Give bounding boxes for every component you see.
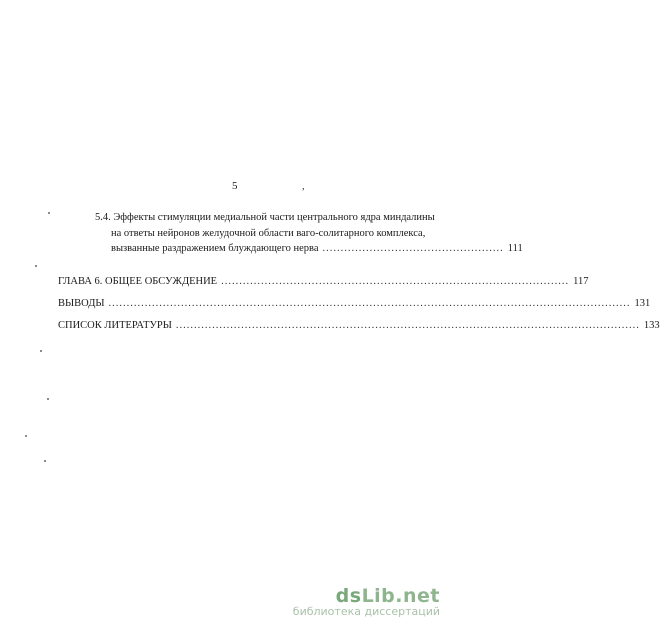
scan-speck [40,350,42,352]
toc-entry-label: ГЛАВА 6. ОБЩЕЕ ОБСУЖДЕНИЕ [58,276,218,287]
toc-entry-5-4-line1: 5.4. Эффекты стимуляции медиальной части центрального ядра миндалины [95,212,435,223]
page-number: 5 [232,180,238,192]
scan-speck [35,265,37,267]
toc-page-ref: 131 [634,298,651,309]
toc-entry-chapter-6 [58,276,589,287]
dot-leader: ................................................................................................................................ [175,320,640,331]
toc-page-ref: 111 [507,243,523,254]
toc-entry-label: СПИСОК ЛИТЕРАТУРЫ [58,320,172,331]
dslib-watermark [293,585,440,618]
toc-page-ref: 117 [573,276,589,287]
dot-leader: ................................................................................................................................................ [108,298,631,309]
toc-entry-conclusions [58,298,651,309]
stray-mark: , [302,181,305,192]
dot-leader: .................................................. [322,243,504,254]
toc-entry-5-4-line2: на ответы нейронов желудочной области ваго-солитарного комплекса, [111,228,426,239]
watermark-subtitle: библиотека диссертаций [292,605,440,618]
toc-entry-5-4-label: вызванные раздражением блуждающего нерва [111,243,319,254]
dot-leader: ................................................................................................ [221,276,570,287]
watermark-brand: dsLib.net [335,585,440,607]
scan-speck [47,398,49,400]
toc-entry-label: ВЫВОДЫ [58,298,105,309]
toc-entry-references [58,320,660,331]
toc-entry-5-4-line3 [111,243,523,254]
scan-speck [44,460,46,462]
scan-speck [25,435,27,437]
scan-speck [48,212,50,214]
toc-page-ref: 133 [643,320,660,331]
